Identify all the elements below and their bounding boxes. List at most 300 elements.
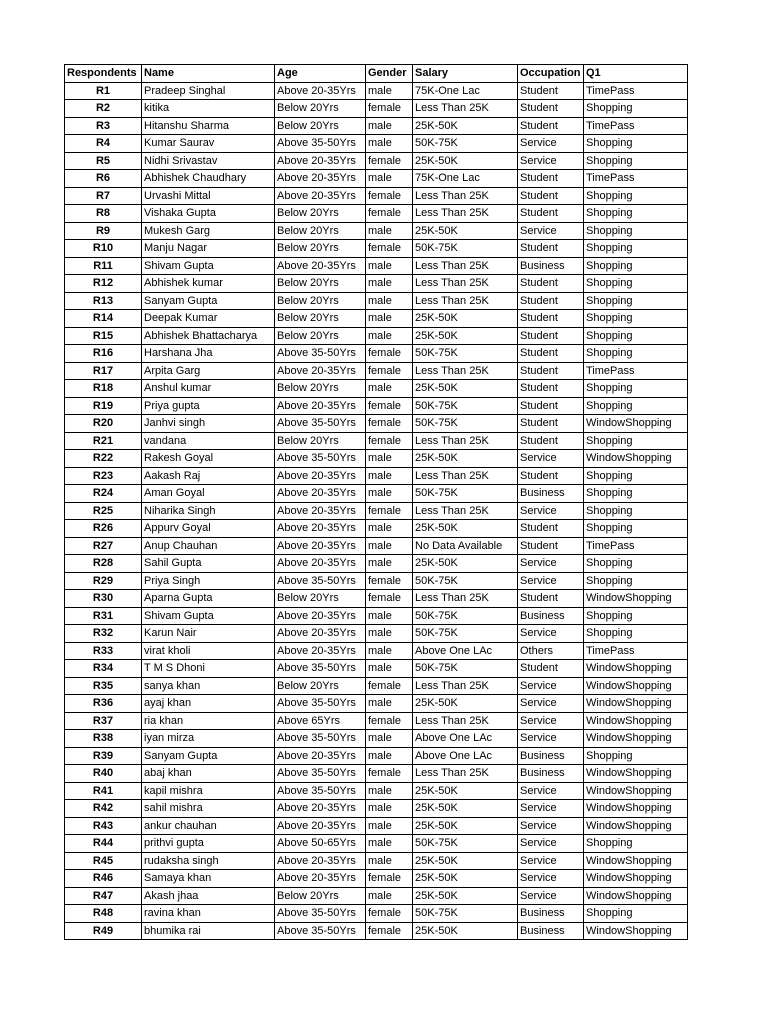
age-cell: Below 20Yrs — [275, 117, 366, 135]
occupation-cell: Service — [518, 782, 584, 800]
occupation-cell: Service — [518, 730, 584, 748]
salary-cell: 25K-50K — [413, 852, 518, 870]
salary-cell: 25K-50K — [413, 327, 518, 345]
respondent-cell: R1 — [65, 82, 142, 100]
age-cell: Above 35-50Yrs — [275, 345, 366, 363]
respondent-cell: R3 — [65, 117, 142, 135]
age-cell: Above 20-35Yrs — [275, 362, 366, 380]
age-cell: Below 20Yrs — [275, 275, 366, 293]
gender-cell: male — [366, 730, 413, 748]
gender-cell: female — [366, 205, 413, 223]
q1-cell: Shopping — [584, 345, 688, 363]
q1-cell: TimePass — [584, 82, 688, 100]
occupation-cell: Student — [518, 205, 584, 223]
header-occupation: Occupation — [518, 65, 584, 83]
salary-cell: 50K-75K — [413, 485, 518, 503]
name-cell: sanya khan — [142, 677, 275, 695]
gender-cell: female — [366, 572, 413, 590]
name-cell: kitika — [142, 100, 275, 118]
gender-cell: male — [366, 450, 413, 468]
age-cell: Below 20Yrs — [275, 432, 366, 450]
gender-cell: male — [366, 660, 413, 678]
name-cell: Aparna Gupta — [142, 590, 275, 608]
salary-cell: 50K-75K — [413, 415, 518, 433]
age-cell: Above 35-50Yrs — [275, 695, 366, 713]
age-cell: Below 20Yrs — [275, 100, 366, 118]
q1-cell: WindowShopping — [584, 817, 688, 835]
table-row — [65, 905, 688, 923]
table-row — [65, 747, 688, 765]
name-cell: Anup Chauhan — [142, 537, 275, 555]
name-cell: kapil mishra — [142, 782, 275, 800]
gender-cell: female — [366, 712, 413, 730]
salary-cell: Less Than 25K — [413, 292, 518, 310]
table-row — [65, 887, 688, 905]
gender-cell: female — [366, 905, 413, 923]
age-cell: Above 20-35Yrs — [275, 170, 366, 188]
respondent-cell: R10 — [65, 240, 142, 258]
q1-cell: Shopping — [584, 152, 688, 170]
respondent-cell: R49 — [65, 922, 142, 940]
q1-cell: Shopping — [584, 310, 688, 328]
header-row — [65, 65, 688, 83]
salary-cell: 25K-50K — [413, 922, 518, 940]
q1-cell: WindowShopping — [584, 730, 688, 748]
name-cell: ravina khan — [142, 905, 275, 923]
gender-cell: male — [366, 292, 413, 310]
table-row — [65, 117, 688, 135]
respondent-cell: R19 — [65, 397, 142, 415]
occupation-cell: Student — [518, 292, 584, 310]
respondent-cell: R31 — [65, 607, 142, 625]
name-cell: Deepak Kumar — [142, 310, 275, 328]
age-cell: Below 20Yrs — [275, 310, 366, 328]
name-cell: Manju Nagar — [142, 240, 275, 258]
respondent-cell: R17 — [65, 362, 142, 380]
table-row — [65, 485, 688, 503]
q1-cell: WindowShopping — [584, 677, 688, 695]
age-cell: Below 20Yrs — [275, 327, 366, 345]
gender-cell: male — [366, 800, 413, 818]
table-row — [65, 852, 688, 870]
name-cell: Akash jhaa — [142, 887, 275, 905]
respondent-cell: R45 — [65, 852, 142, 870]
name-cell: ankur chauhan — [142, 817, 275, 835]
gender-cell: male — [366, 537, 413, 555]
q1-cell: Shopping — [584, 467, 688, 485]
occupation-cell: Service — [518, 555, 584, 573]
gender-cell: male — [366, 887, 413, 905]
respondent-cell: R42 — [65, 800, 142, 818]
occupation-cell: Student — [518, 397, 584, 415]
salary-cell: 25K-50K — [413, 800, 518, 818]
age-cell: Above 20-35Yrs — [275, 747, 366, 765]
occupation-cell: Business — [518, 905, 584, 923]
age-cell: Above 50-65Yrs — [275, 835, 366, 853]
gender-cell: male — [366, 555, 413, 573]
table-row — [65, 257, 688, 275]
q1-cell: Shopping — [584, 555, 688, 573]
occupation-cell: Student — [518, 537, 584, 555]
name-cell: Mukesh Garg — [142, 222, 275, 240]
table-row — [65, 922, 688, 940]
name-cell: virat kholi — [142, 642, 275, 660]
q1-cell: Shopping — [584, 205, 688, 223]
name-cell: T M S Dhoni — [142, 660, 275, 678]
salary-cell: 50K-75K — [413, 660, 518, 678]
table-row — [65, 170, 688, 188]
age-cell: Below 20Yrs — [275, 222, 366, 240]
name-cell: Pradeep Singhal — [142, 82, 275, 100]
salary-cell: Less Than 25K — [413, 590, 518, 608]
name-cell: ayaj khan — [142, 695, 275, 713]
respondent-cell: R20 — [65, 415, 142, 433]
q1-cell: Shopping — [584, 380, 688, 398]
occupation-cell: Student — [518, 117, 584, 135]
table-row — [65, 502, 688, 520]
respondent-cell: R34 — [65, 660, 142, 678]
salary-cell: 25K-50K — [413, 222, 518, 240]
occupation-cell: Student — [518, 100, 584, 118]
name-cell: Sanyam Gupta — [142, 747, 275, 765]
salary-cell: Less Than 25K — [413, 502, 518, 520]
name-cell: Kumar Saurav — [142, 135, 275, 153]
respondent-cell: R24 — [65, 485, 142, 503]
table-row — [65, 275, 688, 293]
gender-cell: male — [366, 170, 413, 188]
gender-cell: female — [366, 590, 413, 608]
respondent-cell: R36 — [65, 695, 142, 713]
table-row — [65, 870, 688, 888]
table-row — [65, 712, 688, 730]
q1-cell: Shopping — [584, 905, 688, 923]
gender-cell: female — [366, 677, 413, 695]
table-row — [65, 782, 688, 800]
occupation-cell: Student — [518, 415, 584, 433]
gender-cell: female — [366, 432, 413, 450]
name-cell: Harshana Jha — [142, 345, 275, 363]
table-row — [65, 187, 688, 205]
respondent-cell: R9 — [65, 222, 142, 240]
salary-cell: 75K-One Lac — [413, 82, 518, 100]
age-cell: Above 20-35Yrs — [275, 607, 366, 625]
occupation-cell: Service — [518, 135, 584, 153]
age-cell: Below 20Yrs — [275, 240, 366, 258]
respondent-cell: R8 — [65, 205, 142, 223]
name-cell: Appurv Goyal — [142, 520, 275, 538]
table-row — [65, 765, 688, 783]
name-cell: sahil mishra — [142, 800, 275, 818]
gender-cell: female — [366, 240, 413, 258]
salary-cell: 25K-50K — [413, 817, 518, 835]
salary-cell: No Data Available — [413, 537, 518, 555]
respondent-cell: R18 — [65, 380, 142, 398]
respondent-cell: R30 — [65, 590, 142, 608]
age-cell: Above 20-35Yrs — [275, 555, 366, 573]
age-cell: Below 20Yrs — [275, 677, 366, 695]
age-cell: Above 20-35Yrs — [275, 485, 366, 503]
name-cell: Hitanshu Sharma — [142, 117, 275, 135]
age-cell: Above 20-35Yrs — [275, 502, 366, 520]
salary-cell: 25K-50K — [413, 520, 518, 538]
name-cell: Shivam Gupta — [142, 607, 275, 625]
age-cell: Above 35-50Yrs — [275, 572, 366, 590]
table-row — [65, 100, 688, 118]
salary-cell: 25K-50K — [413, 152, 518, 170]
age-cell: Above 35-50Yrs — [275, 135, 366, 153]
q1-cell: WindowShopping — [584, 712, 688, 730]
salary-cell: 25K-50K — [413, 870, 518, 888]
gender-cell: female — [366, 187, 413, 205]
q1-cell: WindowShopping — [584, 800, 688, 818]
gender-cell: male — [366, 485, 413, 503]
table-row — [65, 397, 688, 415]
age-cell: Above 20-35Yrs — [275, 82, 366, 100]
occupation-cell: Service — [518, 677, 584, 695]
age-cell: Above 20-35Yrs — [275, 800, 366, 818]
salary-cell: 50K-75K — [413, 397, 518, 415]
gender-cell: female — [366, 765, 413, 783]
respondent-cell: R14 — [65, 310, 142, 328]
occupation-cell: Student — [518, 310, 584, 328]
name-cell: prithvi gupta — [142, 835, 275, 853]
age-cell: Above 20-35Yrs — [275, 852, 366, 870]
q1-cell: Shopping — [584, 520, 688, 538]
gender-cell: male — [366, 607, 413, 625]
occupation-cell: Service — [518, 695, 584, 713]
gender-cell: male — [366, 782, 413, 800]
table-row — [65, 572, 688, 590]
respondent-cell: R27 — [65, 537, 142, 555]
table-row — [65, 240, 688, 258]
occupation-cell: Student — [518, 240, 584, 258]
q1-cell: Shopping — [584, 485, 688, 503]
table-row — [65, 345, 688, 363]
name-cell: Sanyam Gupta — [142, 292, 275, 310]
respondent-cell: R38 — [65, 730, 142, 748]
salary-cell: Less Than 25K — [413, 187, 518, 205]
occupation-cell: Business — [518, 922, 584, 940]
salary-cell: 25K-50K — [413, 450, 518, 468]
q1-cell: WindowShopping — [584, 922, 688, 940]
occupation-cell: Service — [518, 572, 584, 590]
header-age: Age — [275, 65, 366, 83]
q1-cell: Shopping — [584, 327, 688, 345]
respondent-cell: R40 — [65, 765, 142, 783]
q1-cell: Shopping — [584, 572, 688, 590]
salary-cell: 50K-75K — [413, 572, 518, 590]
respondent-cell: R47 — [65, 887, 142, 905]
q1-cell: TimePass — [584, 170, 688, 188]
respondent-cell: R32 — [65, 625, 142, 643]
respondent-cell: R46 — [65, 870, 142, 888]
salary-cell: 50K-75K — [413, 240, 518, 258]
age-cell: Below 20Yrs — [275, 380, 366, 398]
salary-cell: Above One LAc — [413, 730, 518, 748]
age-cell: Above 20-35Yrs — [275, 520, 366, 538]
q1-cell: WindowShopping — [584, 887, 688, 905]
q1-cell: Shopping — [584, 275, 688, 293]
salary-cell: Less Than 25K — [413, 712, 518, 730]
age-cell: Above 35-50Yrs — [275, 765, 366, 783]
name-cell: Abhishek Bhattacharya — [142, 327, 275, 345]
occupation-cell: Service — [518, 800, 584, 818]
salary-cell: Less Than 25K — [413, 100, 518, 118]
age-cell: Above 65Yrs — [275, 712, 366, 730]
occupation-cell: Service — [518, 835, 584, 853]
occupation-cell: Student — [518, 170, 584, 188]
respondent-cell: R4 — [65, 135, 142, 153]
gender-cell: female — [366, 870, 413, 888]
occupation-cell: Student — [518, 187, 584, 205]
q1-cell: TimePass — [584, 642, 688, 660]
table-row — [65, 520, 688, 538]
respondent-cell: R16 — [65, 345, 142, 363]
q1-cell: Shopping — [584, 257, 688, 275]
name-cell: bhumika rai — [142, 922, 275, 940]
respondent-cell: R23 — [65, 467, 142, 485]
table-row — [65, 800, 688, 818]
name-cell: Vishaka Gupta — [142, 205, 275, 223]
salary-cell: 25K-50K — [413, 555, 518, 573]
table-row — [65, 467, 688, 485]
age-cell: Above 20-35Yrs — [275, 152, 366, 170]
q1-cell: Shopping — [584, 135, 688, 153]
occupation-cell: Business — [518, 747, 584, 765]
respondent-cell: R41 — [65, 782, 142, 800]
gender-cell: male — [366, 117, 413, 135]
respondent-cell: R13 — [65, 292, 142, 310]
occupation-cell: Student — [518, 275, 584, 293]
respondent-cell: R21 — [65, 432, 142, 450]
gender-cell: female — [366, 502, 413, 520]
header-name: Name — [142, 65, 275, 83]
q1-cell: Shopping — [584, 747, 688, 765]
age-cell: Above 20-35Yrs — [275, 257, 366, 275]
gender-cell: female — [366, 415, 413, 433]
age-cell: Below 20Yrs — [275, 292, 366, 310]
salary-cell: 50K-75K — [413, 905, 518, 923]
respondent-cell: R48 — [65, 905, 142, 923]
table-row — [65, 607, 688, 625]
salary-cell: 25K-50K — [413, 782, 518, 800]
name-cell: Samaya khan — [142, 870, 275, 888]
gender-cell: male — [366, 257, 413, 275]
age-cell: Above 20-35Yrs — [275, 187, 366, 205]
respondent-cell: R5 — [65, 152, 142, 170]
name-cell: abaj khan — [142, 765, 275, 783]
respondent-cell: R44 — [65, 835, 142, 853]
table-row — [65, 450, 688, 468]
age-cell: Above 20-35Yrs — [275, 817, 366, 835]
occupation-cell: Student — [518, 590, 584, 608]
age-cell: Above 35-50Yrs — [275, 660, 366, 678]
salary-cell: Less Than 25K — [413, 205, 518, 223]
table-row — [65, 362, 688, 380]
table-row — [65, 415, 688, 433]
name-cell: Karun Nair — [142, 625, 275, 643]
occupation-cell: Student — [518, 432, 584, 450]
salary-cell: Less Than 25K — [413, 432, 518, 450]
q1-cell: WindowShopping — [584, 765, 688, 783]
occupation-cell: Student — [518, 520, 584, 538]
gender-cell: male — [366, 82, 413, 100]
header-respondents: Respondents — [65, 65, 142, 83]
table-row — [65, 310, 688, 328]
name-cell: rudaksha singh — [142, 852, 275, 870]
respondent-cell: R43 — [65, 817, 142, 835]
gender-cell: male — [366, 135, 413, 153]
name-cell: ria khan — [142, 712, 275, 730]
gender-cell: male — [366, 327, 413, 345]
respondent-cell: R22 — [65, 450, 142, 468]
q1-cell: WindowShopping — [584, 590, 688, 608]
salary-cell: 25K-50K — [413, 887, 518, 905]
respondent-cell: R33 — [65, 642, 142, 660]
table-row — [65, 660, 688, 678]
table-row — [65, 222, 688, 240]
table-row — [65, 82, 688, 100]
age-cell: Above 35-50Yrs — [275, 905, 366, 923]
gender-cell: male — [366, 695, 413, 713]
gender-cell: male — [366, 467, 413, 485]
occupation-cell: Business — [518, 607, 584, 625]
occupation-cell: Service — [518, 152, 584, 170]
age-cell: Above 20-35Yrs — [275, 467, 366, 485]
table-row — [65, 625, 688, 643]
gender-cell: female — [366, 345, 413, 363]
name-cell: Shivam Gupta — [142, 257, 275, 275]
q1-cell: WindowShopping — [584, 852, 688, 870]
name-cell: Urvashi Mittal — [142, 187, 275, 205]
respondent-cell: R28 — [65, 555, 142, 573]
gender-cell: female — [366, 100, 413, 118]
q1-cell: Shopping — [584, 100, 688, 118]
salary-cell: 25K-50K — [413, 695, 518, 713]
age-cell: Above 35-50Yrs — [275, 415, 366, 433]
occupation-cell: Student — [518, 82, 584, 100]
salary-cell: Less Than 25K — [413, 677, 518, 695]
name-cell: Janhvi singh — [142, 415, 275, 433]
table-row — [65, 590, 688, 608]
occupation-cell: Service — [518, 625, 584, 643]
occupation-cell: Service — [518, 887, 584, 905]
occupation-cell: Business — [518, 485, 584, 503]
name-cell: iyan mirza — [142, 730, 275, 748]
name-cell: Abhishek kumar — [142, 275, 275, 293]
q1-cell: Shopping — [584, 397, 688, 415]
occupation-cell: Student — [518, 327, 584, 345]
age-cell: Above 20-35Yrs — [275, 642, 366, 660]
gender-cell: male — [366, 380, 413, 398]
q1-cell: WindowShopping — [584, 782, 688, 800]
q1-cell: WindowShopping — [584, 660, 688, 678]
age-cell: Above 20-35Yrs — [275, 537, 366, 555]
gender-cell: female — [366, 152, 413, 170]
gender-cell: male — [366, 747, 413, 765]
respondent-cell: R39 — [65, 747, 142, 765]
q1-cell: WindowShopping — [584, 695, 688, 713]
q1-cell: Shopping — [584, 222, 688, 240]
occupation-cell: Student — [518, 380, 584, 398]
salary-cell: 50K-75K — [413, 625, 518, 643]
age-cell: Above 35-50Yrs — [275, 922, 366, 940]
salary-cell: Less Than 25K — [413, 765, 518, 783]
q1-cell: Shopping — [584, 240, 688, 258]
occupation-cell: Student — [518, 345, 584, 363]
q1-cell: Shopping — [584, 292, 688, 310]
salary-cell: 50K-75K — [413, 835, 518, 853]
